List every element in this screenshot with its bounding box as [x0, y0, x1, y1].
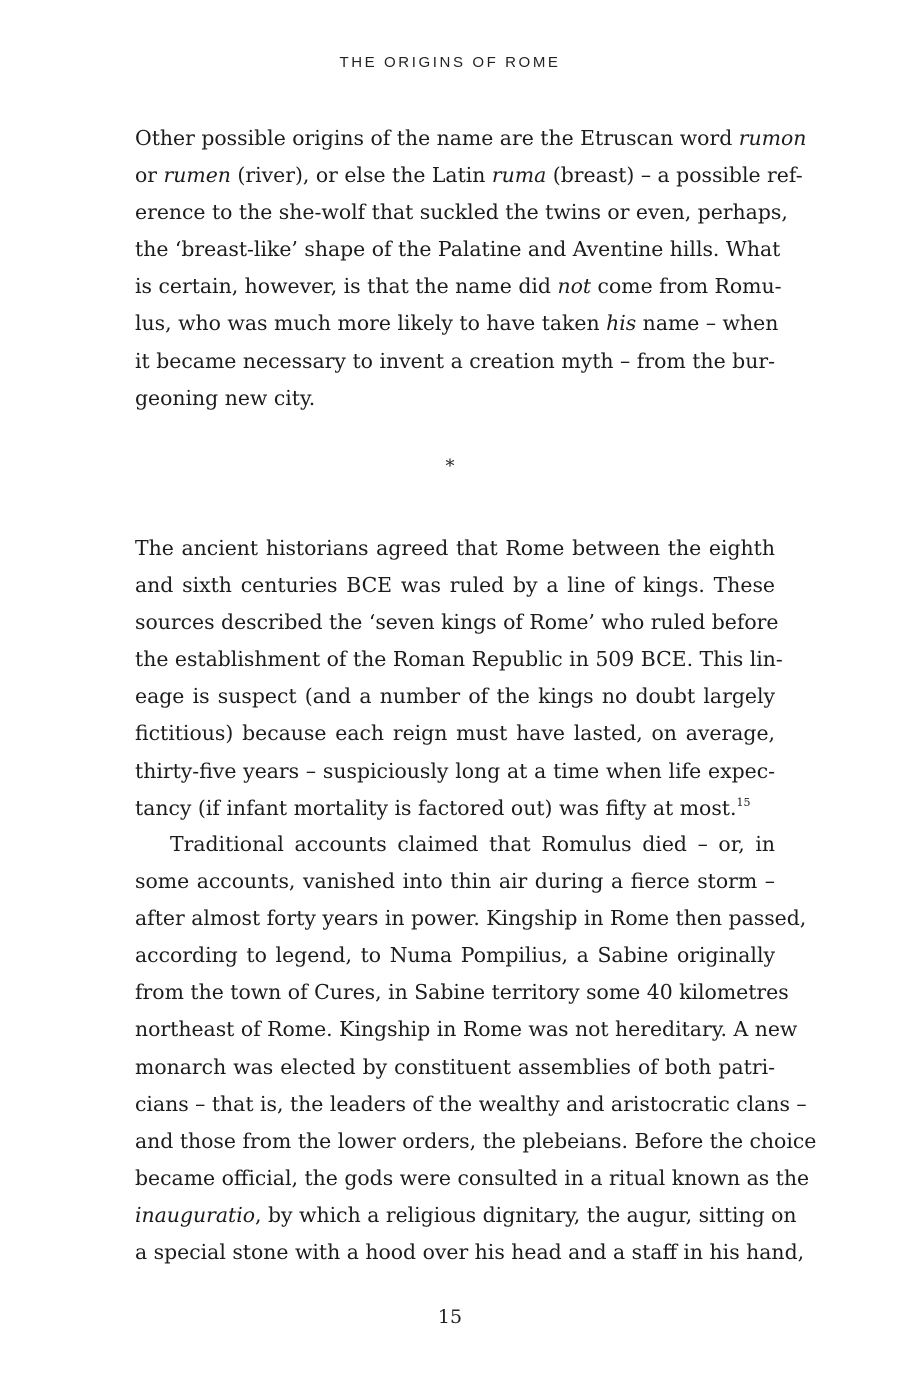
text-run: and those from the lower orders, the plebeians. Before the choice — [135, 1128, 817, 1153]
text-line — [135, 604, 779, 641]
text-line — [135, 380, 775, 417]
text-run: Other possible origins of the name are the Etruscan word — [135, 126, 739, 150]
text-run: became official, the gods were consulted in a ritual known as the — [135, 1165, 810, 1190]
running-head: THE ORIGINS OF ROME — [339, 54, 561, 71]
text-line — [135, 1086, 807, 1123]
text-run: the ‘breast-like’ shape of the Palatine and Aventine hills. What — [135, 237, 781, 262]
text-run: come from Romu- — [591, 274, 782, 299]
text-run: northeast of Rome. Kingship in Rome was not hereditary. A new — [135, 1017, 798, 1042]
text-line — [135, 157, 803, 194]
text-run: sources described the ‘seven kings of Rome’ who ruled before — [135, 610, 779, 635]
text-line — [135, 1197, 797, 1234]
text-run: Traditional accounts claimed that Romulus died – or, in — [170, 832, 775, 856]
text-run: the establishment of the Roman Republic in 509 BCE. This lin- — [135, 647, 783, 672]
paragraph-1 — [135, 120, 807, 417]
text-line — [135, 530, 775, 567]
page-number: 15 — [437, 1306, 463, 1328]
text-run: tancy (if infant mortality is factored out) was fifty at most. — [135, 795, 737, 820]
text-line — [135, 343, 775, 380]
text-line — [135, 715, 775, 752]
text-run: from the town of Cures, in Sabine territory some 40 kilometres — [135, 980, 789, 1005]
italic-term: rumen — [163, 163, 231, 188]
section-break-ornament: * — [445, 456, 455, 477]
italic-term: inauguratio — [135, 1202, 256, 1227]
text-line — [135, 753, 775, 790]
text-run: erence to the she-wolf that suckled the twins or even, perhaps, — [135, 200, 788, 225]
text-run: some accounts, vanished into thin air during a fierce storm – — [135, 869, 775, 894]
text-line — [135, 305, 779, 342]
text-line — [135, 790, 775, 827]
italic-term: not — [557, 274, 592, 299]
text-run: name – when — [636, 311, 779, 336]
text-run: thirty-five years – suspiciously long at a time when life expec- — [135, 758, 775, 783]
text-run: (river), or else the Latin — [230, 163, 492, 188]
text-line — [135, 863, 775, 900]
text-run: cians – that is, the leaders of the wealthy and aristocratic clans – — [135, 1091, 807, 1116]
text-line — [135, 678, 775, 715]
text-run: The ancient historians agreed that Rome between the eighth — [135, 536, 775, 560]
text-run: geoning new city. — [135, 385, 316, 410]
text-run: monarch was elected by constituent assemblies of both patri- — [135, 1054, 775, 1079]
text-run: or — [135, 163, 164, 188]
text-run: , by which a religious dignitary, the augur, sitting on — [255, 1202, 797, 1227]
footnote-reference[interactable]: 15 — [736, 795, 751, 809]
paragraph-2 — [135, 530, 783, 827]
text-line — [135, 826, 775, 863]
text-line — [135, 1123, 817, 1160]
text-line — [135, 120, 807, 157]
text-line — [135, 231, 781, 268]
paragraph-3 — [135, 826, 817, 1271]
text-run: and sixth centuries BCE was ruled by a line of kings. These — [135, 573, 775, 598]
text-run: eage is suspect (and a number of the kings no doubt largely — [135, 684, 775, 709]
text-run: it became necessary to invent a creation myth – from the bur- — [135, 348, 775, 373]
text-line — [135, 1234, 805, 1271]
italic-term: ruma — [491, 163, 547, 188]
italic-term: rumon — [738, 126, 807, 150]
text-run: is certain, however, is that the name did — [135, 274, 558, 299]
text-line — [135, 1049, 775, 1086]
text-line — [135, 1160, 810, 1197]
text-line — [135, 194, 788, 231]
text-run: lus, who was much more likely to have taken — [135, 311, 607, 336]
text-run: (breast) – a possible ref- — [546, 163, 803, 188]
text-run: according to legend, to Numa Pompilius, a Sabine originally — [135, 943, 775, 968]
text-line — [135, 641, 783, 678]
text-line — [135, 974, 789, 1011]
text-run: after almost forty years in power. Kingship in Rome then passed, — [135, 906, 807, 931]
text-run: fictitious) because each reign must have lasted, on average, — [135, 721, 775, 746]
text-line — [135, 268, 782, 305]
text-line — [135, 1011, 798, 1048]
text-line — [135, 900, 807, 937]
text-line — [135, 937, 775, 974]
text-line — [135, 567, 775, 604]
text-run: a special stone with a hood over his head and a staff in his hand, — [135, 1240, 805, 1265]
italic-term: his — [606, 311, 637, 336]
